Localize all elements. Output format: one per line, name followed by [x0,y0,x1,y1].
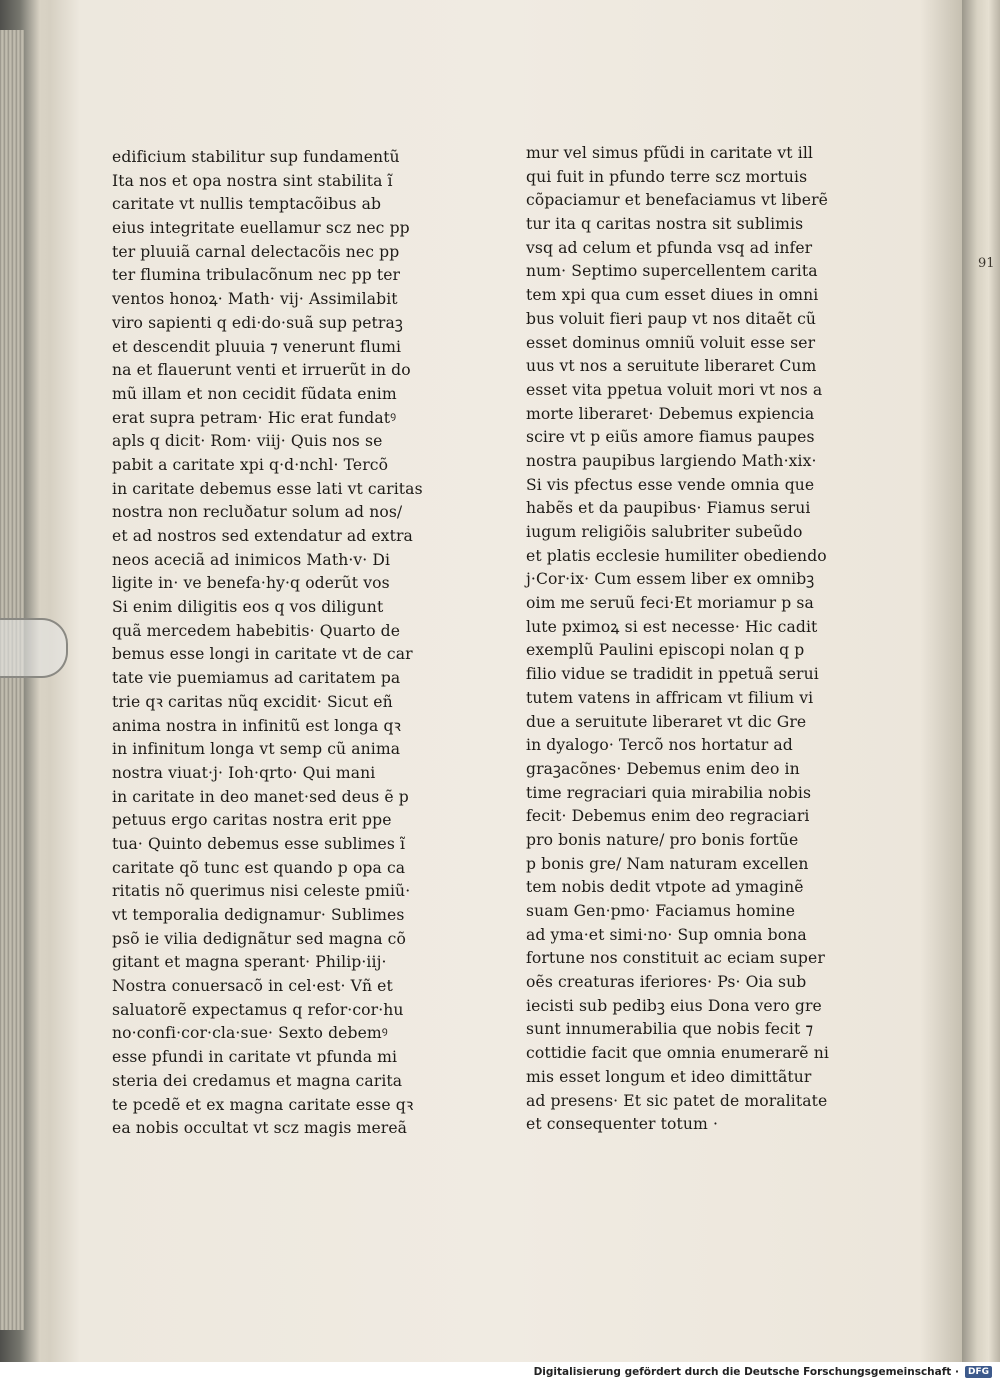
text-column-left [112,146,442,1141]
text-line: exemplũ Paulini episcopi nolan q p [526,641,805,660]
text-line: ventos honoꝝ· Math· vij· Assimilabit [112,290,398,309]
text-line: ter pluuiã carnal delectacõis nec pp [112,242,400,261]
text-line: tutem vatens in affricam vt filium vi [526,688,814,707]
text-line: cottidie facit que omnia enumerarẽ ni [526,1044,829,1063]
text-line: filio vidue se tradidit in ppetuã serui [526,665,819,684]
text-line: ligite in· ve benefa·hy·q oderũt vos [112,574,390,593]
text-line: esse pfundi in caritate vt pfunda mi [112,1048,398,1067]
text-line: ter flumina tribulacõnum nec pp ter [112,266,401,285]
folio-number: 91 [978,256,995,271]
text-line: iecisti sub pedibꝫ eius Dona vero gre [526,996,822,1015]
text-line: num· Septimo supercellentem carita [526,262,818,281]
text-line: et ad nostros sed extendatur ad extra [112,527,413,545]
text-line: ad yma·et simi·no· Sup omnia bona [526,925,807,944]
text-line: Si vis pfectus esse vende omnia que [526,475,815,494]
text-line: nostra non recluðatur solum ad nos/ [112,503,403,522]
dfg-logo: DFG [965,1366,992,1378]
text-line: Nostra conuersacõ in cel·est· Vñ et [112,977,393,996]
text-line: sunt innumerabilia que nobis fecit ⁊ [526,1020,814,1039]
text-line: vsq ad celum et pfunda vsq ad infer [526,238,813,257]
text-column-right [526,142,842,1137]
text-line: mis esset longum et ideo dimittãtur [526,1067,812,1086]
text-line: petuus ergo caritas nostra erit ppe [112,811,392,830]
text-line: lute pximoꝝ si est necesse· Hic cadit [526,617,818,636]
text-line: caritate qõ tunc est quando p opa ca [112,858,406,877]
text-line: ad presens· Et sic patet de moralitate [526,1091,828,1110]
text-line: psõ ie vilia dedignãtur sed magna cõ [112,929,407,948]
text-line: tem nobis dedit vtpote ad ymaginẽ [526,878,804,897]
text-line: viro sapienti q edi·do·suã sup petraꝫ [112,313,403,332]
text-line: pro bonis nature/ pro bonis fortũe [526,830,799,849]
text-line: Si enim diligitis eos q vos diligunt [112,598,384,617]
text-line: apls q dicit· Rom· viij· Quis nos se [112,432,383,451]
text-line: anima nostra in infinitũ est longa qꝛ [112,716,402,735]
page-clip [0,618,68,678]
text-line: due a seruitute liberaret vt dic Gre [526,712,807,731]
text-line: quã mercedem habebitis· Quarto de [112,621,401,640]
text-line: pabit a caritate xpi q·d·nchl· Tercõ [112,455,389,474]
text-line: habẽs et da paupibus· Fiamus serui [526,499,811,518]
text-line: eius integritate euellamur scz nec pp [112,219,410,238]
text-line: edificium stabilitur sup fundamentũ [112,148,400,166]
text-line: nostra viuat·j· Ioh·qrto· Qui mani [112,763,376,782]
facing-page-edge [962,0,1000,1362]
text-line: oẽs creaturas iferiores· Ps· Oia sub [526,973,807,992]
text-line: mũ illam et non cecidit fũdata enim [112,384,397,403]
text-line: fecit· Debemus enim deo regraciari [526,807,810,826]
text-line: oim me seruũ feci·Et moriamur p sa [526,594,814,613]
text-line: in infinitum longa vt semp cũ anima [112,740,401,759]
text-line: morte liberaret· Debemus expiencia [526,404,815,423]
text-line: bemus esse longi in caritate vt de car [112,645,413,664]
text-line: esset dominus omniũ voluit esse ser [526,333,816,352]
text-line: qui fuit in pfundo terre scz mortuis [526,167,808,186]
text-line: iugum religiõis salubriter subeũdo [526,523,803,541]
text-line: mur vel simus pfũdi in caritate vt ill [526,144,813,162]
text-line: tem xpi qua cum esset diues in omni [526,286,819,305]
text-line: fortune nos constituit ac eciam super [526,949,825,968]
page-edges [0,30,24,1330]
text-line: te pcedẽ et ex magna caritate esse qꝛ [112,1095,414,1114]
text-line: et platis ecclesie humiliter obediendo [526,546,827,565]
text-line: neos aceciã ad inimicos Math·v· Di [112,550,391,569]
footer-bar [0,1362,1000,1381]
text-line: et descendit pluuia ⁊ venerunt flumi [112,337,402,356]
text-line: in caritate debemus esse lati vt caritas [112,479,423,498]
text-line: cõpaciamur et benefaciamus vt liberẽ [526,191,828,210]
text-line: in dyalogo· Tercõ nos hortatur ad [526,736,793,755]
text-line: nostra paupibus largiendo Math·xix· [526,451,817,470]
text-line: na et flauerunt venti et irruerũt in do [112,361,411,380]
text-line: tur ita q caritas nostra sit sublimis [526,215,804,234]
text-line: erat supra petram· Hic erat fundatꝰ [112,408,397,427]
text-line: ritatis nõ querimus nisi celeste pmiũ· [112,882,411,901]
text-line: caritate vt nullis temptacõibus ab [112,195,382,214]
text-line: in caritate in deo manet·sed deus ẽ p [112,787,409,806]
text-line: p bonis gre/ Nam naturam excellen [526,854,809,873]
text-line: Ita nos et opa nostra sint stabilita ĩ [112,171,393,190]
text-line: time regraciari quia mirabilia nobis [526,783,812,802]
text-line: trie qꝛ caritas nũq excidit· Sicut eñ [112,692,393,711]
text-line: bus voluit fieri paup vt nos ditaẽt cũ [526,309,817,328]
text-line: j·Cor·ix· Cum essem liber ex omnibꝫ [526,570,815,589]
text-line: ea nobis occultat vt scz magis mereã [112,1119,408,1138]
text-line: scire vt p eiũs amore fiamus paupes [526,428,815,447]
text-line: gitant et magna sperant· Philip·iij· [112,953,387,972]
text-line: uus vt nos a seruitute liberaret Cum [526,357,817,376]
funding-credit: Digitalisierung gefördert durch die Deutsche Forschungsgemeinschaft · [533,1365,959,1378]
text-line: tua· Quinto debemus esse sublimes ĩ [112,834,406,853]
text-line: steria dei credamus et magna carita [112,1071,403,1090]
text-line: tate vie puemiamus ad caritatem pa [112,669,401,688]
text-line: graꝫacõnes· Debemus enim deo in [526,759,800,778]
text-line: no·confi·cor·cla·sue· Sexto debemꝰ [112,1024,388,1043]
text-line: vt temporalia dedignamur· Sublimes [112,906,405,924]
text-line: saluatorẽ expectamus q refor·cor·hu [112,1000,404,1019]
text-line: esset vita ppetua voluit mori vt nos a [526,380,823,399]
text-line: et consequenter totum · [526,1115,719,1134]
text-line: suam Gen·pmo· Faciamus homine [526,902,796,920]
